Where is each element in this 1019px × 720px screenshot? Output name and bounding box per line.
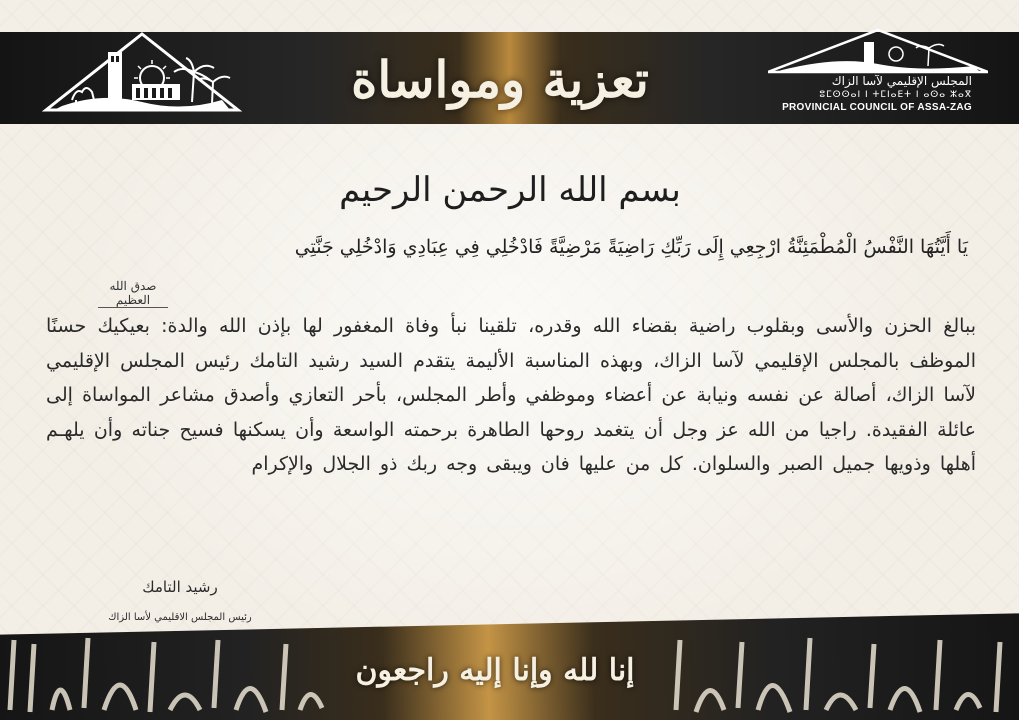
council-logo-icon [768,26,988,76]
council-identity [772,74,972,120]
signature-title: رئيس المجلس الاقليمي لأسا الزاك [108,612,252,623]
signature-name: رشيد التامك [142,578,218,596]
signature-block [100,576,260,636]
council-name-en: PROVINCIAL COUNCIL OF ASSA-ZAG [782,102,972,113]
quran-verse: يَا أَيَّتُهَا النَّفْسُ الْمُطْمَئِنَّةُ ارْجِعِي إِلَى رَبِّكِ رَاضِيَةً مَرْضِيَّةً فَادْخُلِي فِي عِبَادِي وَادْخُلِي جَنَّتِي [294,236,968,258]
basmala: بسم الله الرحمن الرحيم [339,170,681,210]
council-name-tifinagh: ⵓⵎⵙⵙⴰⵏ ⵏ ⵜⵎⵏⴰⴹⵜ ⵏ ⴰⵙⴰ ⵣⴰⴳ [819,90,972,100]
footer-verse: إنا لله وإنا إليه راجعون [355,652,635,688]
condolence-body: ببالغ الحزن والأسى وبقلوب راضية بقضاء الله وقدره، تلقينا نبأ وفاة المغفور لها بإذن الله والدة: بعيكيك حسنًا الموظف بالمجلس الإقليمي لآسا الزاك، وبهذه المناسبة الأليمة يتقدم السيد رشيد التامك رئيس المجلس الإقليمي لآسا الزاك، أصالة عن نفسه ونيابة عن أعضاء وموظفي وأطر المجلس، بأحر التعازي وأصدق مشاعر المواساة إلى عائلة الفقيدة. راجيا من الله عز وجل أن يتغمد روحها الطاهرة برحمته الواسعة وأن يسكنها فسيح جناته وأن يلهـم أهلها وذويها جميل الصبر والسلوان. كل من عليها فان ويبقى وجه ربك ذو الجلال والإكرام [46,315,976,475]
emblem-left-icon [42,30,242,122]
council-name-ar: المجلس الإقليمي لآسا الزاك [831,74,972,88]
verse-closing: صدق الله العظيم [98,279,168,308]
header-title: تعزية ومواساة [351,49,649,109]
